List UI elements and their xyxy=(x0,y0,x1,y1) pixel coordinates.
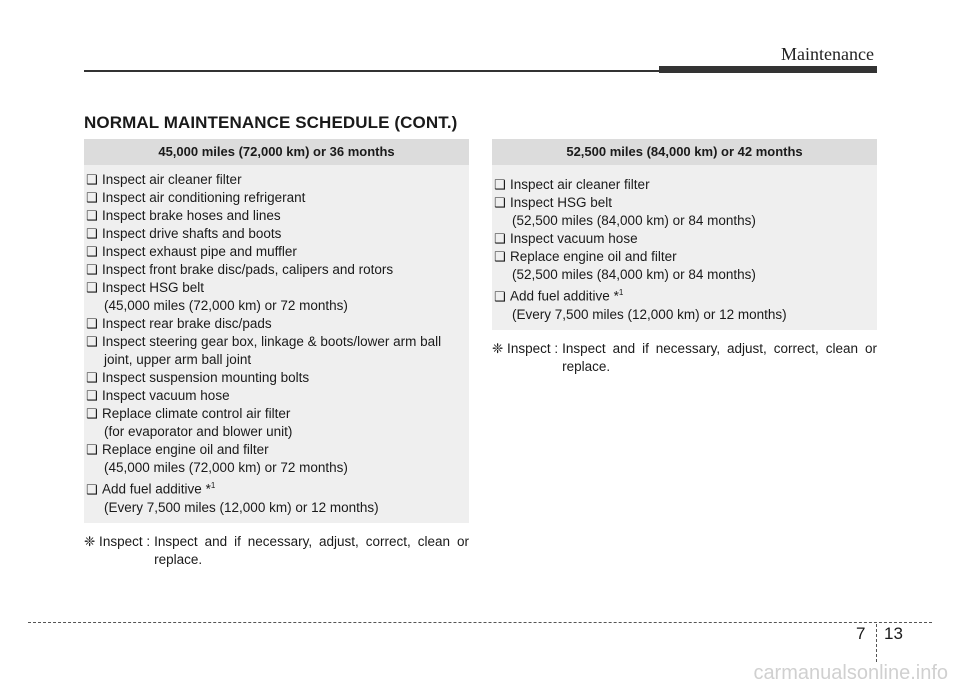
schedule-item-text: Replace climate control air filter xyxy=(102,406,291,421)
schedule-item xyxy=(492,230,877,248)
schedule-heading: 45,000 miles (72,000 km) or 36 months xyxy=(84,139,469,165)
schedule-item xyxy=(84,171,469,189)
footnote-marker: 1 xyxy=(618,288,624,297)
schedule-item-detail: (52,500 miles (84,000 km) or 84 months) xyxy=(512,267,756,282)
watermark: carmanualsonline.info xyxy=(753,662,948,684)
schedule-item-detail: joint, upper arm ball joint xyxy=(104,352,252,367)
checkbox-icon: ❑ xyxy=(86,226,98,241)
schedule-item-text: Inspect vacuum hose xyxy=(102,388,230,403)
schedule-item xyxy=(84,207,469,225)
schedule-item xyxy=(492,194,877,230)
schedule-item-detail: (52,500 miles (84,000 km) or 84 months) xyxy=(512,213,756,228)
schedule-item-detail: (45,000 miles (72,000 km) or 72 months) xyxy=(104,460,348,475)
page-title: NORMAL MAINTENANCE SCHEDULE (CONT.) xyxy=(84,113,458,132)
checkbox-icon: ❑ xyxy=(86,388,98,403)
checkbox-icon: ❑ xyxy=(86,280,98,295)
checkbox-icon: ❑ xyxy=(494,249,506,264)
checkbox-icon: ❑ xyxy=(86,208,98,223)
schedule-item-text: Replace engine oil and filter xyxy=(102,442,269,457)
checkbox-icon: ❑ xyxy=(86,334,98,349)
page-number: 13 xyxy=(884,624,903,643)
checkbox-icon: ❑ xyxy=(86,190,98,205)
schedule-item-text: Add fuel additive * xyxy=(510,288,619,304)
footer-rule xyxy=(28,622,932,623)
header-rule-thin xyxy=(84,70,659,72)
schedule-item xyxy=(84,279,469,315)
schedule-item-text: Replace engine oil and filter xyxy=(510,249,677,264)
schedule-item xyxy=(84,441,469,477)
schedule-item xyxy=(84,315,469,333)
schedule-item xyxy=(84,333,469,369)
schedule-item xyxy=(492,176,877,194)
checkbox-icon: ❑ xyxy=(86,316,98,331)
inspect-note-label: ❈ Inspect : xyxy=(84,533,151,549)
header-rule-thick xyxy=(659,66,877,73)
schedule-box xyxy=(492,139,877,330)
checkbox-icon: ❑ xyxy=(86,172,98,187)
schedule-item-text: Inspect air conditioning refrigerant xyxy=(102,190,306,205)
schedule-item-text: Inspect steering gear box, linkage & boots/lower arm ball xyxy=(102,334,442,349)
footnote-marker: 1 xyxy=(210,481,216,490)
schedule-item xyxy=(492,248,877,284)
schedule-item-text: Inspect rear brake disc/pads xyxy=(102,316,272,331)
checkbox-icon: ❑ xyxy=(86,442,98,457)
schedule-item xyxy=(84,477,469,517)
checkbox-icon: ❑ xyxy=(494,177,506,192)
checkbox-icon: ❑ xyxy=(86,262,98,277)
schedule-item xyxy=(84,369,469,387)
schedule-item xyxy=(84,225,469,243)
schedule-item-text: Inspect exhaust pipe and muffler xyxy=(102,244,297,259)
schedule-column-right xyxy=(492,139,877,376)
schedule-items xyxy=(84,165,469,523)
schedule-item-text: Inspect air cleaner filter xyxy=(510,177,650,192)
page-chapter-number: 7 xyxy=(856,624,866,643)
checkbox-icon: ❑ xyxy=(494,195,506,210)
schedule-item-text: Inspect vacuum hose xyxy=(510,231,638,246)
schedule-box xyxy=(84,139,469,523)
schedule-item xyxy=(492,284,877,324)
schedule-item-text: Inspect brake hoses and lines xyxy=(102,208,281,223)
schedule-item-detail: (45,000 miles (72,000 km) or 72 months) xyxy=(104,298,348,313)
header-section-title: Maintenance xyxy=(781,44,874,64)
schedule-item-text: Inspect drive shafts and boots xyxy=(102,226,282,241)
schedule-item xyxy=(84,189,469,207)
checkbox-icon: ❑ xyxy=(86,406,98,421)
schedule-item xyxy=(84,243,469,261)
schedule-item-text: Inspect HSG belt xyxy=(510,195,613,210)
schedule-item-text: Add fuel additive * xyxy=(102,481,211,497)
schedule-item xyxy=(84,387,469,405)
schedule-item-detail: (Every 7,500 miles (12,000 km) or 12 months) xyxy=(104,499,379,515)
schedule-item-text: Inspect front brake disc/pads, calipers and rotors xyxy=(102,262,394,277)
checkbox-icon: ❑ xyxy=(494,288,506,304)
schedule-item xyxy=(84,261,469,279)
inspect-note-text: Inspect and if necessary, adjust, correct, clean or replace. xyxy=(154,533,469,567)
footer-divider xyxy=(876,624,877,662)
schedule-item xyxy=(84,405,469,441)
schedule-item-text: Inspect HSG belt xyxy=(102,280,205,295)
inspect-note-label: ❈ Inspect : xyxy=(492,340,559,356)
schedule-item-detail: (for evaporator and blower unit) xyxy=(104,424,293,439)
schedule-items xyxy=(492,165,877,330)
checkbox-icon: ❑ xyxy=(86,244,98,259)
schedule-item-text: Inspect air cleaner filter xyxy=(102,172,242,187)
checkbox-icon: ❑ xyxy=(86,370,98,385)
inspect-note-text: Inspect and if necessary, adjust, correct, clean or replace. xyxy=(562,340,877,374)
schedule-heading: 52,500 miles (84,000 km) or 42 months xyxy=(492,139,877,165)
checkbox-icon: ❑ xyxy=(86,481,98,497)
checkbox-icon: ❑ xyxy=(494,231,506,246)
schedule-item-text: Inspect suspension mounting bolts xyxy=(102,370,310,385)
schedule-item-detail: (Every 7,500 miles (12,000 km) or 12 months) xyxy=(512,306,787,322)
schedule-column-left xyxy=(84,139,469,569)
inspect-note xyxy=(492,340,877,376)
inspect-note xyxy=(84,533,469,569)
